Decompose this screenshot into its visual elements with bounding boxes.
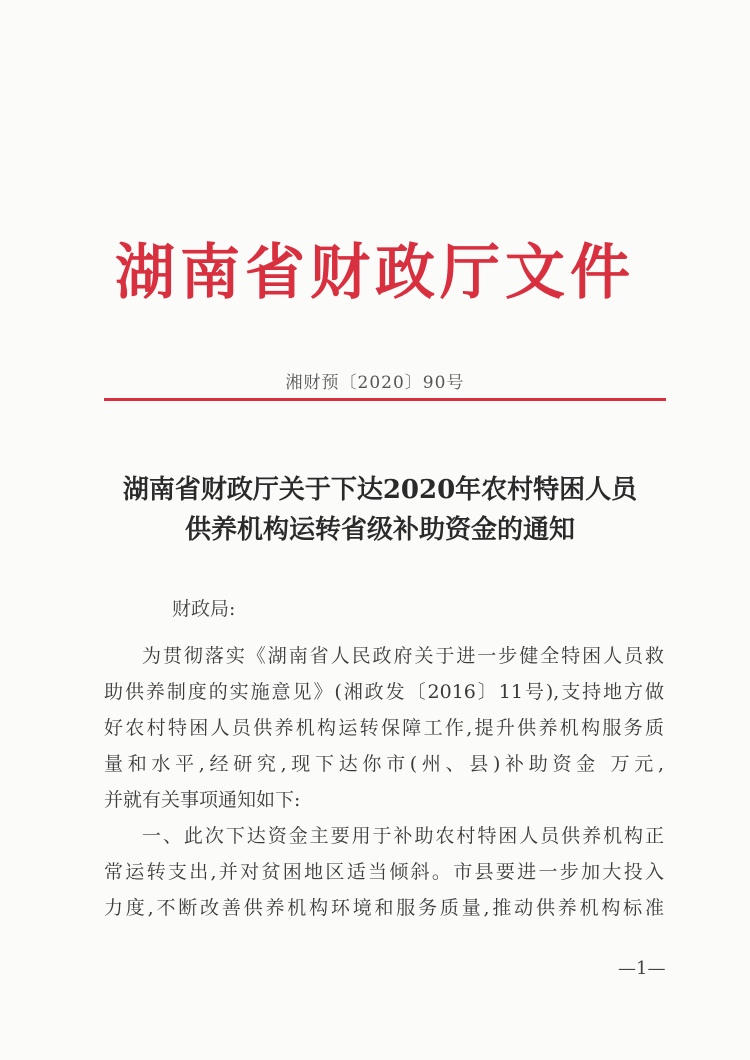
paragraph-2 (104, 818, 664, 926)
document-title (80, 470, 680, 550)
paragraph-1-line: 助供养制度的实施意见》(湘政发〔2016〕11号),支持地方做 (104, 681, 664, 703)
title-line-1: 湖南省财政厅关于下达2020年农村特困人员 (122, 475, 638, 505)
paragraph-1-line: 好农村特困人员供养机构运转保障工作,提升供养机构服务质 (104, 717, 664, 739)
paragraph-2-line: 常运转支出,并对贫困地区适当倾斜。市县要进一步加大投入 (104, 861, 664, 883)
paragraph-1-line: 为贯彻落实《湖南省人民政府关于进一步健全特困人员救 (142, 645, 664, 667)
red-separator-line (104, 398, 666, 401)
document-masthead: 湖南省财政厅文件 (115, 238, 635, 308)
document-number: 湘财预〔2020〕90号 (285, 373, 465, 393)
paragraph-1 (104, 638, 664, 818)
salutation: 财政局: (172, 598, 236, 620)
page-number: —1— (618, 958, 666, 979)
paragraph-1-line: 并就有关事项通知如下: (104, 789, 301, 811)
paragraph-2-line: 一、此次下达资金主要用于补助农村特困人员供养机构正 (142, 825, 664, 847)
paragraph-2-line: 力度,不断改善供养机构环境和服务质量,推动供养机构标准 (104, 897, 664, 919)
title-line-2: 供养机构运转省级补助资金的通知 (184, 515, 575, 545)
paragraph-1-line: 量和水平,经研究,现下达你市(州、县)补助资金 万元, (104, 753, 664, 775)
